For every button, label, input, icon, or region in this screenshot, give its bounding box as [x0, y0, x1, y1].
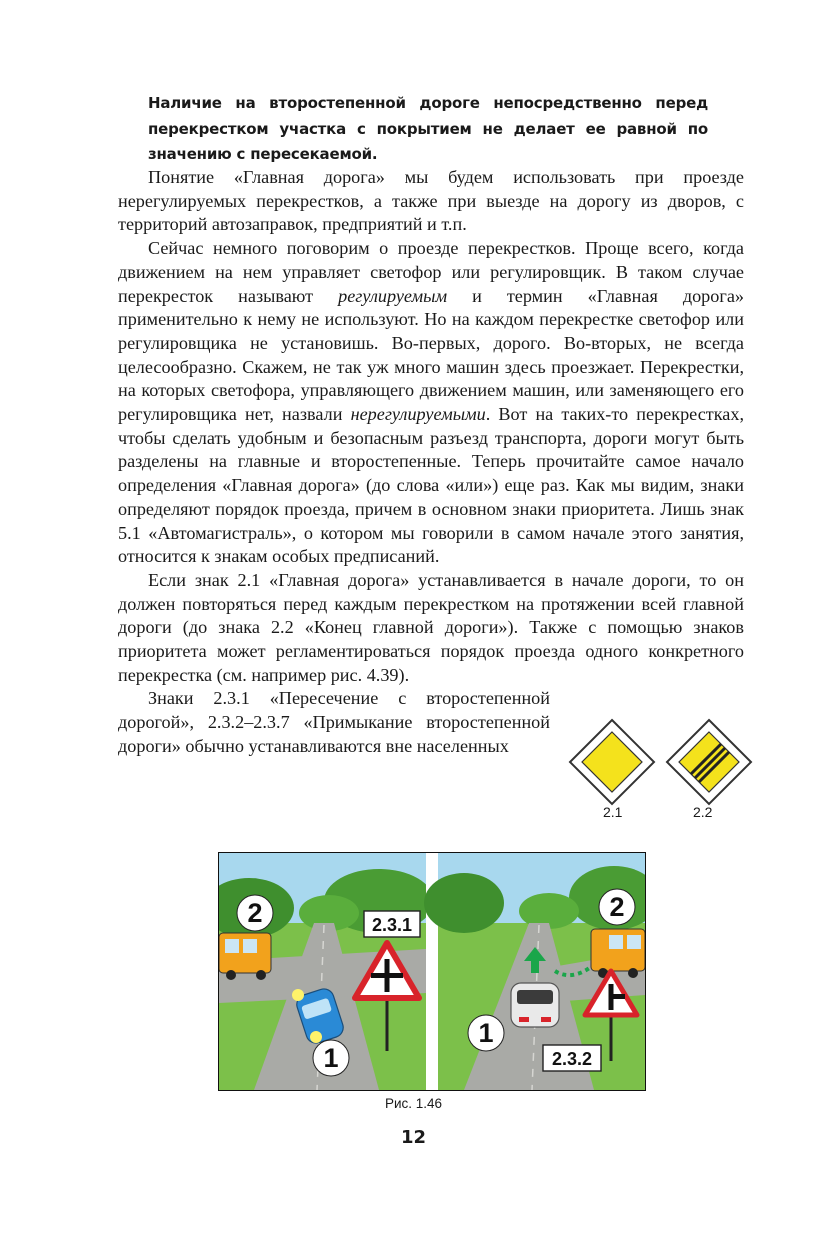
- paragraph-3: Если знак 2.1 «Главная дорога» устанавливается в начале дороги, то он должен повторяться перед каждым перекрестком на протяжении всей главной дороги (до знака 2.2 «Конец главной дороги»). Также с помощью знаков приоритета может регламентироваться порядок проезда одного конкретного перекрестка (см. например рис. 4.39).: [118, 569, 744, 685]
- left-panel: [219, 853, 434, 1090]
- white-car-icon: [511, 983, 559, 1027]
- vehicle-number-1-right: 1: [478, 1018, 494, 1048]
- figure-caption: Рис. 1.46: [384, 1096, 443, 1111]
- paragraph-1: Понятие «Главная дорога» мы будем использовать при проезде нерегулируемых перекрестков, а также при выезде на дорогу из дворов, с территорий автозаправок, предприятий и т.п.: [118, 167, 744, 235]
- paragraph-4: Знаки 2.3.1 «Пересечение с второстепенной дорогой», 2.3.2–2.3.7 «Примыкание второстепенной дороги» обычно устанавливаются вне населенных: [118, 688, 550, 756]
- lead-paragraph: Наличие на второстепенной дороге непосредственно перед перекрестком участка с покрытием не делает ее равной по значению с пересекаемой.: [148, 94, 708, 163]
- sign-label-2-2: 2.2: [693, 804, 713, 820]
- paragraph-2: Сейчас немного поговорим о проезде перекрестков. Проще всего, когда движением на нем управляет светофор или регулировщик. В таком случае перекресток называют регулируемым и термин «Главная дорога» применительно к нему не используют. Но на каждом перекрестке светофор или регулировщика не установишь. Во-первых, дорого. Во-вторых, не всегда целесообразно. Скажем, не так уж много машин здесь проезжает. Перекрестки, на которых светофора, управляющего движением машин, или заменяющего его регулировщика нет, назвали нерегулируемыми. Вот на таких-то перекрестках, чтобы сделать удобным и безопасным разъезд транспорта, дороги могут быть разделены на главные и второстепенные. Теперь прочитайте самое начало определения «Главная дорога» (до слова «или») еще раз. Как мы видим, знаки определяют порядок проезда, причем в основном знаки приоритета. Лишь знак 5.1 «Автомагистраль», о котором мы говорили в самом начале этого занятия, относится к знакам особых предписаний.: [118, 238, 744, 567]
- vehicle-number-1-left: 1: [323, 1043, 339, 1073]
- intersection-illustration: [218, 852, 646, 1091]
- vehicle-number-2-right: 2: [609, 892, 625, 922]
- end-of-main-road-sign-icon: [665, 718, 753, 806]
- page-number: 12: [400, 1127, 427, 1148]
- sign-label-2-3-1: 2.3.1: [371, 915, 413, 935]
- term-unregulated: нерегулируемыми: [350, 404, 486, 425]
- sign-label-2-3-2: 2.3.2: [551, 1049, 593, 1069]
- main-text: [118, 166, 744, 759]
- term-regulated: регулируемым: [338, 285, 448, 306]
- main-road-sign-icon: [568, 718, 656, 806]
- sign-label-2-1: 2.1: [603, 804, 623, 820]
- vehicle-number-2-left: 2: [247, 898, 263, 928]
- right-panel: [424, 853, 645, 1090]
